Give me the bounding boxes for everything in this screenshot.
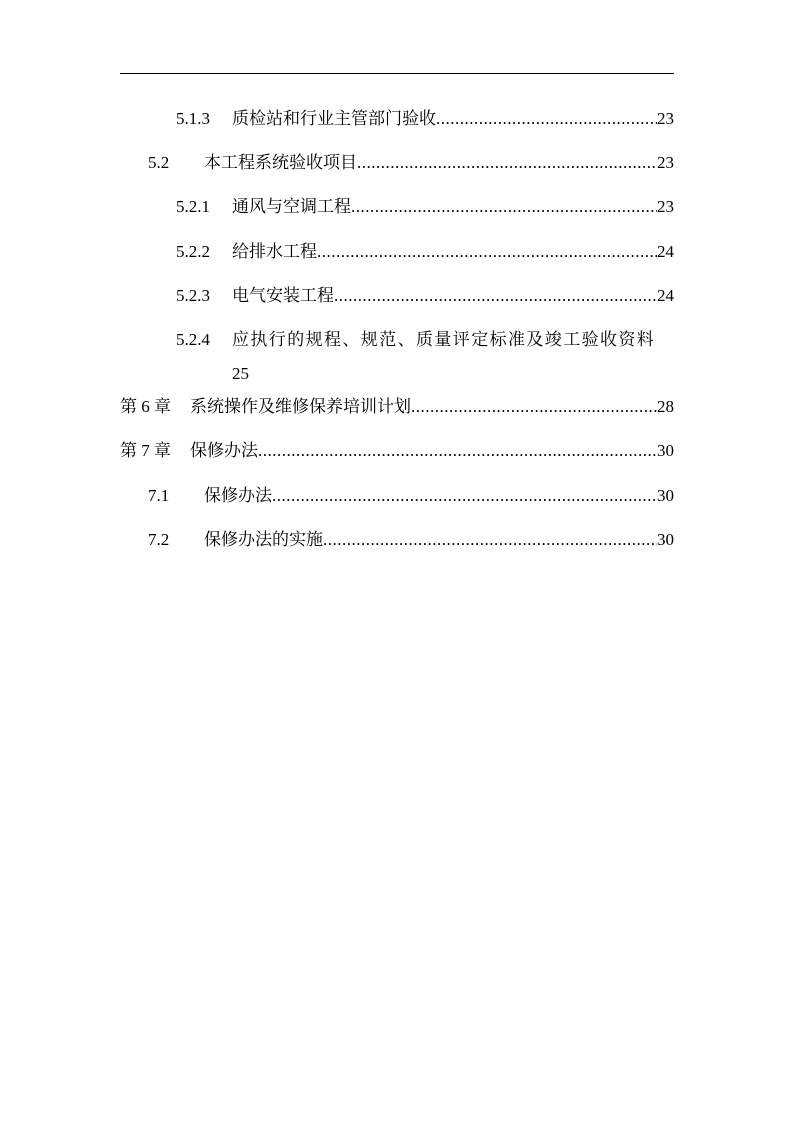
toc-entry[interactable] [176, 237, 674, 267]
toc-entry[interactable] [148, 148, 674, 178]
toc-entry[interactable] [176, 192, 674, 222]
toc-entry-title: 保修办法 [190, 441, 258, 460]
toc-entry-page: 23 [657, 153, 674, 172]
toc-entry-title: 系统操作及维修保养培训计划 [190, 397, 411, 416]
toc-entry-page: 30 [657, 441, 674, 460]
toc-entry-number: 5.2.1 [176, 197, 210, 216]
toc-entry[interactable] [176, 104, 674, 134]
toc-entry-page: 25 [232, 364, 249, 383]
dot-leader [334, 281, 657, 311]
toc-entry-page: 24 [657, 242, 674, 261]
toc-entry[interactable] [120, 436, 674, 466]
toc-entry[interactable] [148, 525, 674, 555]
toc-entry[interactable] [176, 325, 674, 355]
toc-entry-title: 电气安装工程 [232, 286, 334, 305]
toc-entry-number: 7.1 [148, 486, 170, 505]
toc-entry-title: 应执行的规程、规范、质量评定标准及竣工验收资料 [232, 330, 656, 349]
toc-entry-number: 5.2 [148, 153, 170, 172]
toc-entry-title: 给排水工程 [232, 242, 317, 261]
dot-leader [436, 104, 657, 134]
dot-leader [258, 436, 657, 466]
toc-entry-page: 23 [657, 197, 674, 216]
header-rule [120, 73, 674, 74]
toc-entry-number: 7.2 [148, 530, 170, 549]
toc-entry-number: 5.1.3 [176, 109, 210, 128]
toc-entry-number: 5.2.3 [176, 286, 210, 305]
dot-leader [357, 148, 657, 178]
toc-entry-page: 24 [657, 286, 674, 305]
toc-entry-number: 第 6 章 [120, 397, 171, 416]
dot-leader [323, 525, 657, 555]
toc-entry-title: 本工程系统验收项目 [204, 153, 357, 172]
toc-entry-number: 第 7 章 [120, 441, 171, 460]
dot-leader [272, 481, 657, 511]
toc-entry-title: 保修办法 [204, 486, 272, 505]
toc-entry-page: 30 [657, 530, 674, 549]
toc-entry-page: 23 [657, 109, 674, 128]
toc-entry-number: 5.2.4 [176, 330, 210, 349]
toc-entry-title: 通风与空调工程 [232, 197, 351, 216]
dot-leader [317, 237, 657, 267]
toc-entry-page: 28 [657, 397, 674, 416]
toc-entry-title: 质检站和行业主管部门验收 [232, 109, 436, 128]
toc-entry[interactable] [120, 392, 674, 422]
dot-leader [411, 392, 657, 422]
toc-entry[interactable] [176, 281, 674, 311]
toc-entry[interactable] [148, 481, 674, 511]
dot-leader [351, 192, 657, 222]
toc-entry-title: 保修办法的实施 [204, 530, 323, 549]
toc-entry-number: 5.2.2 [176, 242, 210, 261]
toc-entry-page: 30 [657, 486, 674, 505]
